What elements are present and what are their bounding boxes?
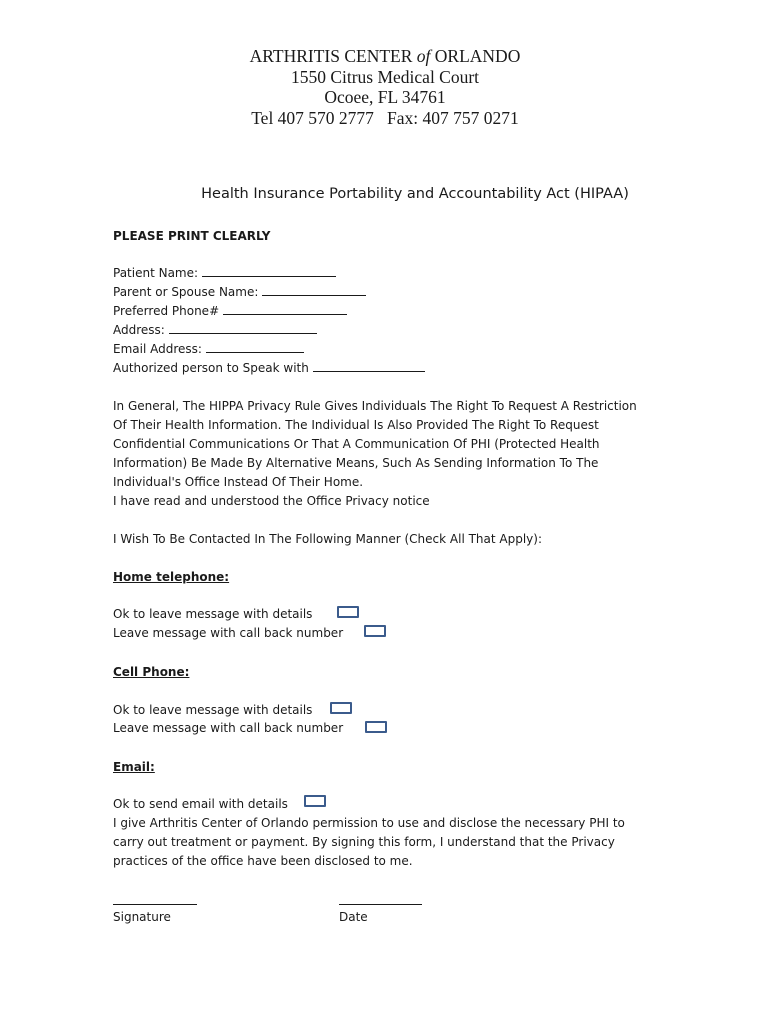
form-title: Health Insurance Portability and Accountability Act (HIPAA): [201, 186, 629, 202]
notice-line: Confidential Communications Or That A Communication Of PHI (Protected Health: [113, 437, 600, 451]
print-clearly-instruction: PLEASE PRINT CLEARLY: [113, 229, 271, 243]
consent-line: practices of the office have been disclosed to me.: [113, 854, 413, 868]
authorized-person-blank[interactable]: [313, 360, 425, 372]
address-field[interactable]: [113, 322, 317, 338]
cell-callback-checkbox[interactable]: [365, 721, 387, 733]
notice-line: Of Their Health Information. The Individual Is Also Provided The Right To Request: [113, 418, 599, 432]
clinic-name-part2: ORLANDO: [434, 46, 521, 66]
email-blank[interactable]: [206, 341, 304, 353]
notice-line: In General, The HIPPA Privacy Rule Gives Individuals The Right To Request A Restriction: [113, 399, 637, 413]
authorized-person-label: Authorized person to Speak with: [113, 361, 309, 375]
parent-spouse-field[interactable]: [113, 284, 366, 300]
preferred-phone-field[interactable]: [113, 303, 347, 319]
letterhead: [0, 46, 770, 128]
patient-name-field[interactable]: [113, 265, 336, 281]
notice-line: Individual's Office Instead Of Their Home.: [113, 475, 364, 489]
patient-name-blank[interactable]: [202, 265, 336, 277]
contact-preference-intro: I Wish To Be Contacted In The Following Manner (Check All That Apply):: [113, 532, 543, 546]
home-option-details-label: Ok to leave message with details: [113, 607, 313, 621]
parent-spouse-label: Parent or Spouse Name:: [113, 285, 259, 299]
date-line[interactable]: [339, 904, 422, 905]
home-telephone-heading: Home telephone:: [113, 570, 230, 584]
cell-phone-heading: Cell Phone:: [113, 665, 190, 679]
address-blank[interactable]: [169, 322, 317, 334]
home-callback-checkbox[interactable]: [364, 625, 386, 637]
cell-option-callback-label: Leave message with call back number: [113, 721, 344, 735]
clinic-name-of: of: [416, 46, 431, 66]
clinic-address-line1: 1550 Citrus Medical Court: [290, 66, 480, 87]
cell-option-details-label: Ok to leave message with details: [113, 703, 313, 717]
address-label: Address:: [113, 323, 165, 337]
authorized-person-field[interactable]: [113, 360, 425, 376]
home-option-callback-label: Leave message with call back number: [113, 626, 344, 640]
preferred-phone-blank[interactable]: [223, 303, 347, 315]
cell-details-checkbox[interactable]: [330, 702, 352, 714]
parent-spouse-blank[interactable]: [262, 284, 366, 296]
patient-name-label: Patient Name:: [113, 266, 199, 280]
consent-line: I give Arthritis Center of Orlando permission to use and disclose the necessary PHI to: [113, 816, 625, 830]
email-label: Email Address:: [113, 342, 202, 356]
date-label: Date: [339, 910, 368, 924]
privacy-acknowledgement: I have read and understood the Office Privacy notice: [113, 494, 430, 508]
preferred-phone-label: Preferred Phone#: [113, 304, 220, 318]
email-option-details-label: Ok to send email with details: [113, 797, 288, 811]
consent-line: carry out treatment or payment. By signing this form, I understand that the Privacy: [113, 835, 615, 849]
clinic-address-line2: Ocoee, FL 34761: [324, 87, 446, 107]
email-field[interactable]: [113, 341, 304, 357]
signature-line[interactable]: [113, 904, 197, 905]
email-heading: Email:: [113, 760, 155, 774]
notice-line: Information) Be Made By Alternative Means, Such As Sending Information To The: [113, 456, 599, 470]
signature-label: Signature: [113, 910, 171, 924]
clinic-phone-fax: Tel 407 570 2777 Fax: 407 757 0271: [251, 107, 519, 128]
clinic-name: [0, 46, 770, 67]
clinic-name-part1: ARTHRITIS CENTER: [249, 46, 413, 66]
home-details-checkbox[interactable]: [337, 606, 359, 618]
email-details-checkbox[interactable]: [304, 795, 326, 807]
